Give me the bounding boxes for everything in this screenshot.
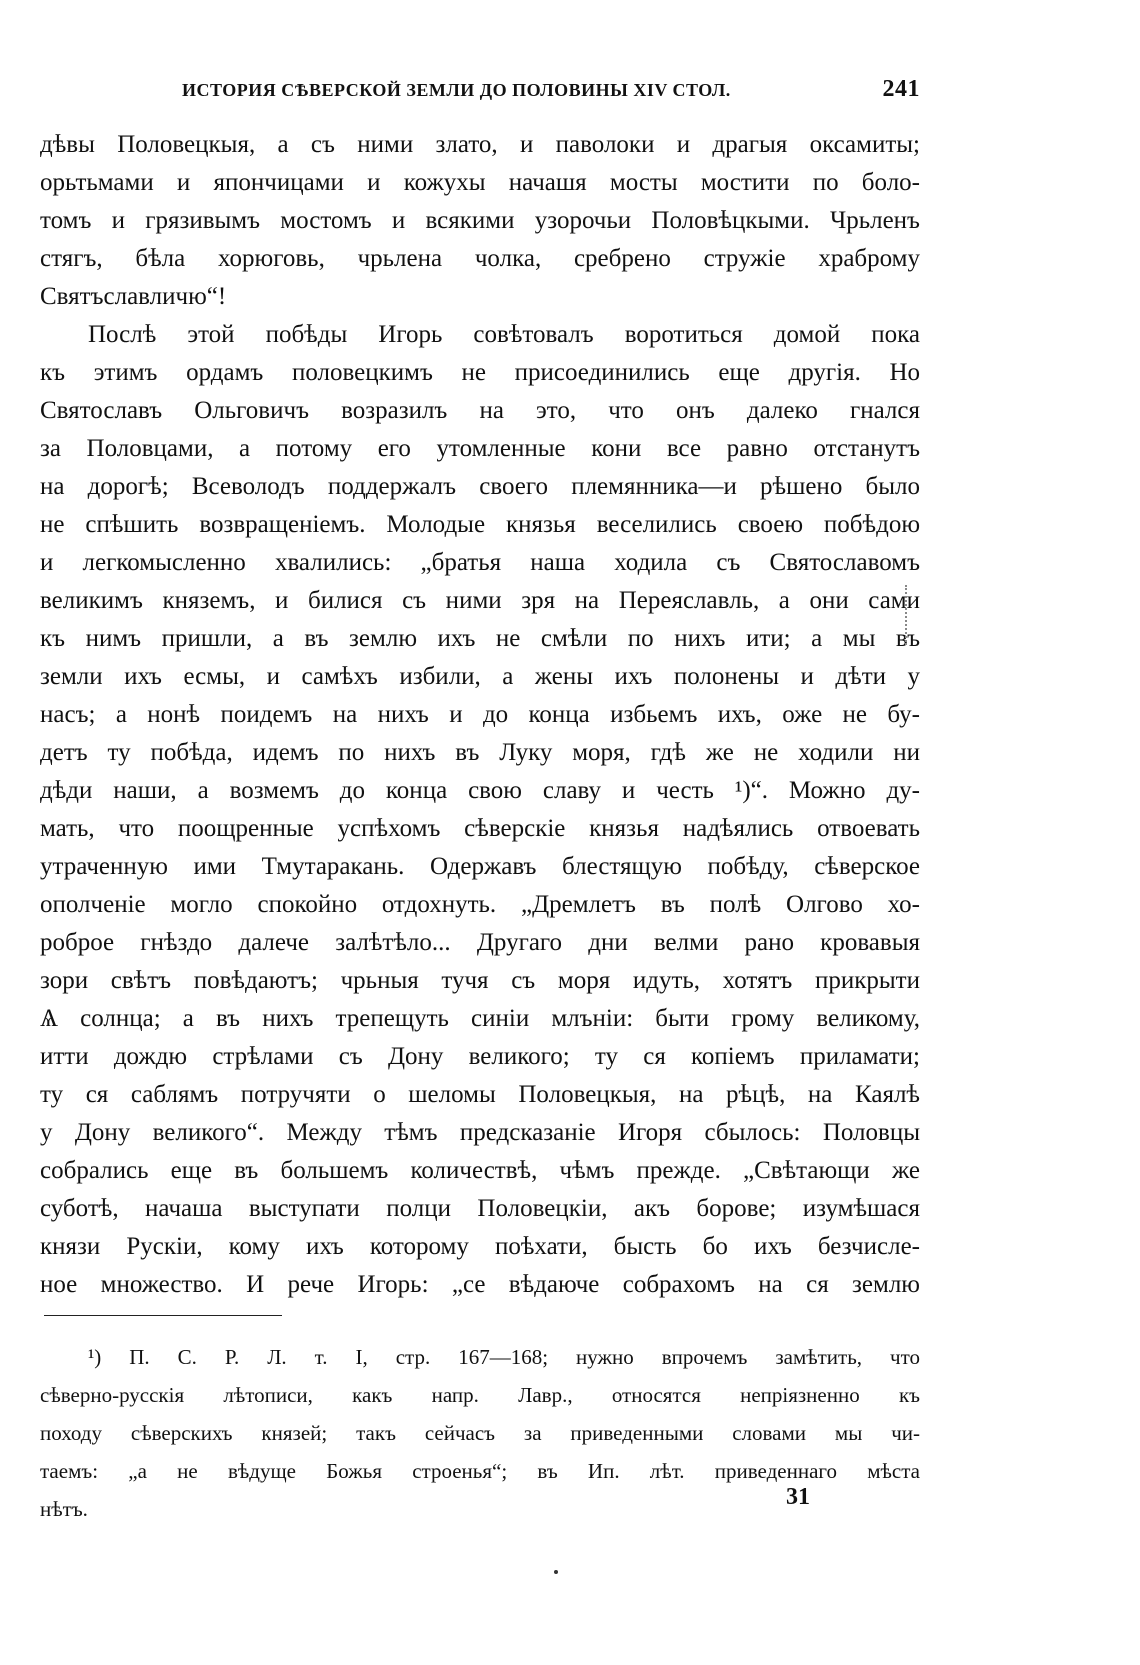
text-line: къ этимъ ордамъ половецкимъ не присоединились еще другія. Но [40, 359, 920, 386]
text-line: Святъславличю“! [40, 283, 227, 310]
text-line: зори свѣтъ повѣдаютъ; чрьныя тучя съ моря идуть, хотятъ прикрыти [40, 967, 920, 994]
text-line: насъ; а нонѣ поидемъ на нихъ и до конца избьемъ ихъ, оже не бу- [40, 701, 920, 728]
paragraph [40, 316, 920, 1418]
text-line: къ нимъ пришли, а въ землю ихъ не смѣли по нихъ ити; а мы въ [40, 625, 920, 652]
text-line: не спѣшить возвращеніемъ. Молодые князья веселились своею побѣдою [40, 511, 920, 538]
text-line: Ѧ солнца; а въ нихъ трепещуть синіи млъніи: быти грому великому, [40, 1005, 920, 1032]
text-line: собрались еще въ большемъ количествѣ, чѣмъ прежде. „Свѣтающи же [40, 1157, 920, 1184]
text-line: дѣди наши, а возмемъ до конца свою славу и честь ¹)“. Можно ду- [40, 777, 920, 804]
text-line: князи Рускіи, кому ихъ которому поѣхати, бысть бо ихъ безчисле- [40, 1233, 920, 1260]
text-line: за Половцами, а потому его утомленные кони все равно отстанутъ [40, 435, 920, 462]
text-line: утраченную ими Тмутаракань. Одержавъ блестящую побѣду, сѣверское [40, 853, 920, 880]
text-line: у Дону великого“. Между тѣмъ предсказаніе Игоря сбылось: Половцы [40, 1119, 920, 1146]
text-line: роброе гнѣздо далече залѣтѣло... Другаго дни велми рано кровавыя [40, 929, 920, 956]
text-line: дѣвы Половецкыя, а съ ними злато, и паволоки и драгыя оксамиты; [40, 131, 920, 158]
footnote-separator [44, 1315, 282, 1316]
text-line: на дорогѣ; Всеволодъ поддержалъ своего племянника—и рѣшено было [40, 473, 920, 500]
text-line: ту ся саблямъ потручяти о шеломы Половецкыя, на рѣцѣ, на Каялѣ [40, 1081, 920, 1108]
page-number: 241 [882, 76, 920, 102]
text-line: детъ ту побѣда, идемъ по нихъ въ Луку моря, гдѣ же не ходили ни [40, 739, 920, 766]
text-line: итти дождю стрѣлами съ Дону великого; ту ся копіемъ приламати; [40, 1043, 920, 1070]
text-line: великимъ княземъ, и билися съ ними зря на Переяславль, а они сами [40, 587, 920, 614]
text-line: и легкомысленно хвалились: „братья наша ходила съ Святославомъ [40, 549, 920, 576]
footnote-line: таемъ: „а не вѣдуще Божья строенья“; въ Ип. лѣт. приведеннаго мѣста [40, 1459, 920, 1483]
footnote-line: ¹) П. С. Р. Л. т. I, стр. 167—168; нужно впрочемъ замѣтить, что [88, 1345, 920, 1369]
text-line: ное множество. И рече Игорь: „се вѣдаюче собрахомъ на ся землю [40, 1271, 920, 1298]
signature-mark: 31 [786, 1484, 810, 1510]
text-line: суботѣ, начашa выступати полци Половецкіи, акъ борове; изумѣшася [40, 1195, 920, 1222]
body-text [40, 126, 920, 1418]
text-line: стягъ, бѣла хорюговь, чрьлена чолка, сребрено стружіе храброму [40, 245, 920, 272]
text-line: мать, что поощренные успѣхомъ сѣверскіе князья надѣялись отвоевать [40, 815, 920, 842]
text-line [40, 1304, 920, 1342]
text-line: земли ихъ есмы, и самѣхъ избили, а жены ихъ полонены и дѣти у [40, 663, 920, 690]
footnote-line: сѣверно-русскія лѣтописи, какъ напр. Лавр., относятся непріязненно къ [40, 1383, 920, 1407]
text-line: орьтьмами и япончицами и кожухы начашя мосты мостити по боло- [40, 169, 920, 196]
text-line: Святославъ Ольговичъ возразилъ на это, что онъ далеко гнался [40, 397, 920, 424]
text-line: томъ и грязивымъ мостомъ и всякими узорочьи Половѣцкыми. Чрьленъ [40, 207, 920, 234]
speck [554, 1570, 558, 1574]
text-line: Послѣ этой побѣды Игорь совѣтовалъ воротиться домой пока [88, 321, 920, 348]
text-line: ополченіе могло спокойно отдохнуть. „Дремлетъ въ полѣ Олгово хо- [40, 891, 920, 918]
paragraph [40, 126, 920, 316]
margin-mark [905, 585, 913, 645]
footnote-line: походу сѣверскихъ князей; такъ сейчасъ за приведенными словами мы чи- [40, 1421, 920, 1445]
footnote-line: нѣтъ. [40, 1497, 88, 1521]
running-title: ИСТОРИЯ СѢВЕРСКОЙ ЗЕМЛИ ДО ПОЛОВИНЫ XIV СТОЛ. [182, 80, 731, 100]
